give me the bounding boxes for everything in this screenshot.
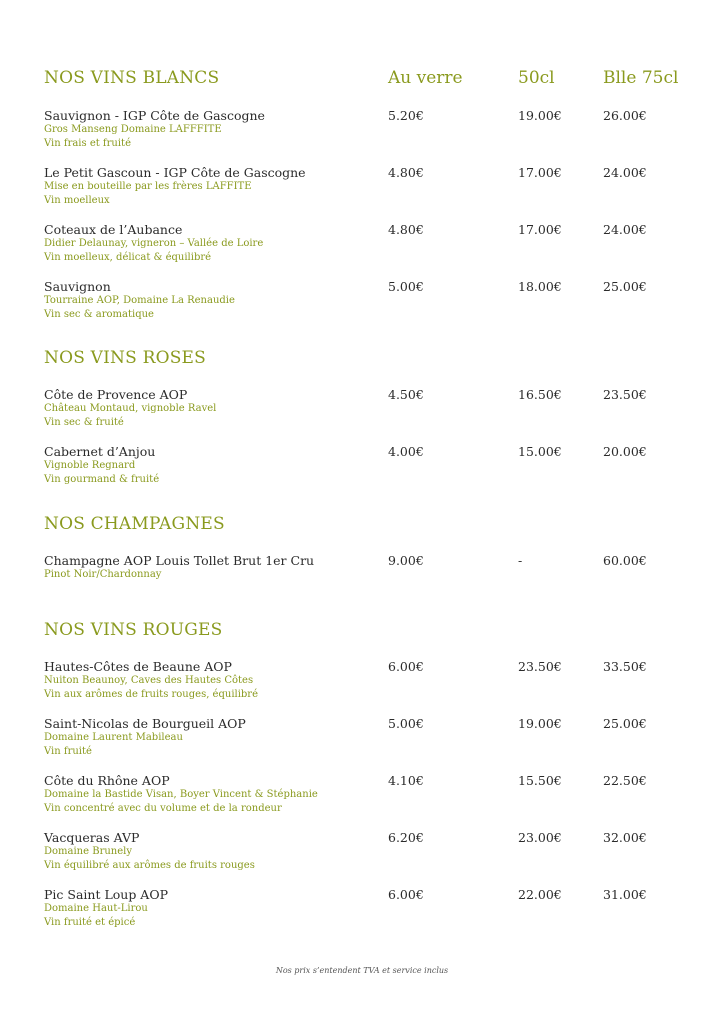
price-50cl: 22.00€ [518,887,562,902]
wine-description: Vin moelleux, délicat & équilibré [44,252,212,263]
price-50cl: 19.00€ [518,108,562,123]
footer-note: Nos prix s’entendent TVA et service inclus [275,966,449,975]
wine-name: Hautes-Côtes de Beaune AOP [44,659,232,674]
section-title-roses: NOS VINS ROSES [44,348,207,368]
wine-description: Vin gourmand & fruité [44,474,160,485]
price-glass: 4.10€ [388,773,424,788]
wine-item [0,830,724,886]
wine-item [0,887,724,943]
wine-description: Vin concentré avec du volume et de la rondeur [44,803,282,814]
wine-name: Champagne AOP Louis Tollet Brut 1er Cru [44,553,315,568]
price-glass: 4.80€ [388,165,424,180]
wine-producer: Domaine Haut-Lirou [44,903,148,914]
wine-producer: Domaine Brunely [44,846,132,857]
price-bottle: 20.00€ [603,444,647,459]
price-glass: 5.00€ [388,279,424,294]
price-bottle: 26.00€ [603,108,647,123]
wine-name: Pic Saint Loup AOP [44,887,168,902]
wine-item [0,444,724,500]
price-50cl: 15.50€ [518,773,562,788]
wine-name: Le Petit Gascoun - IGP Côte de Gascogne [44,165,306,180]
wine-description: Vin aux arômes de fruits rouges, équilibré [44,689,259,700]
price-50cl: - [518,553,523,568]
wine-item [0,165,724,221]
price-glass: 5.20€ [388,108,424,123]
wine-description: Vin fruité [44,746,92,757]
column-header-glass: Au verre [388,68,463,88]
wine-producer: Château Montaud, vignoble Ravel [44,403,217,414]
price-glass: 5.00€ [388,716,424,731]
price-bottle: 22.50€ [603,773,647,788]
wine-item [0,108,724,164]
wine-name: Côte du Rhône AOP [44,773,170,788]
wine-description: Vin sec & fruité [44,417,124,428]
wine-item [0,659,724,715]
price-bottle: 32.00€ [603,830,647,845]
price-glass: 4.50€ [388,387,424,402]
wine-producer: Nuiton Beaunoy, Caves des Hautes Côtes [44,675,254,686]
price-glass: 6.20€ [388,830,424,845]
price-50cl: 17.00€ [518,165,562,180]
wine-description: Vin équilibré aux arômes de fruits rouges [44,860,255,871]
price-bottle: 60.00€ [603,553,647,568]
wine-name: Sauvignon [44,279,111,294]
wine-producer: Pinot Noir/Chardonnay [44,569,162,580]
wine-description: Vin sec & aromatique [44,309,154,320]
price-bottle: 25.00€ [603,716,647,731]
wine-producer: Domaine Laurent Mabileau [44,732,183,743]
wine-producer: Domaine la Bastide Visan, Boyer Vincent & Stéphanie [44,789,318,800]
price-bottle: 24.00€ [603,165,647,180]
wine-producer: Didier Delaunay, vigneron – Vallée de Loire [44,238,264,249]
price-bottle: 33.50€ [603,659,647,674]
price-50cl: 19.00€ [518,716,562,731]
wine-item [0,279,724,335]
wine-producer: Tourraine AOP, Domaine La Renaudie [44,295,235,306]
price-50cl: 16.50€ [518,387,562,402]
price-50cl: 23.50€ [518,659,562,674]
wine-description: Vin moelleux [44,195,110,206]
section-title-champagnes: NOS CHAMPAGNES [44,514,225,534]
wine-item [0,387,724,443]
wine-item [0,222,724,278]
wine-item [0,773,724,829]
price-50cl: 15.00€ [518,444,562,459]
wine-name: Cabernet d’Anjou [44,444,156,459]
section-title-rouges: NOS VINS ROUGES [44,620,223,640]
price-50cl: 18.00€ [518,279,562,294]
column-header-50cl: 50cl [518,68,555,88]
wine-item [0,716,724,772]
wine-item [0,553,724,609]
column-header-bottle: Blle 75cl [603,68,679,88]
wine-description: Vin fruité et épicé [44,917,136,928]
price-glass: 9.00€ [388,553,424,568]
wine-producer: Gros Manseng Domaine LAFFFITE [44,124,222,135]
wine-producer: Mise en bouteille par les frères LAFFITE [44,181,252,192]
price-glass: 4.80€ [388,222,424,237]
wine-producer: Vignoble Regnard [44,460,136,471]
price-glass: 6.00€ [388,887,424,902]
wine-name: Coteaux de l’Aubance [44,222,183,237]
wine-description: Vin frais et fruité [44,138,131,149]
price-bottle: 23.50€ [603,387,647,402]
price-bottle: 25.00€ [603,279,647,294]
price-bottle: 24.00€ [603,222,647,237]
wine-name: Vacqueras AVP [44,830,140,845]
price-bottle: 31.00€ [603,887,647,902]
wine-name: Saint-Nicolas de Bourgueil AOP [44,716,246,731]
price-glass: 6.00€ [388,659,424,674]
wine-name: Sauvignon - IGP Côte de Gascogne [44,108,265,123]
price-glass: 4.00€ [388,444,424,459]
price-50cl: 23.00€ [518,830,562,845]
wine-name: Côte de Provence AOP [44,387,188,402]
section-title-blancs: NOS VINS BLANCS [44,68,220,88]
price-50cl: 17.00€ [518,222,562,237]
